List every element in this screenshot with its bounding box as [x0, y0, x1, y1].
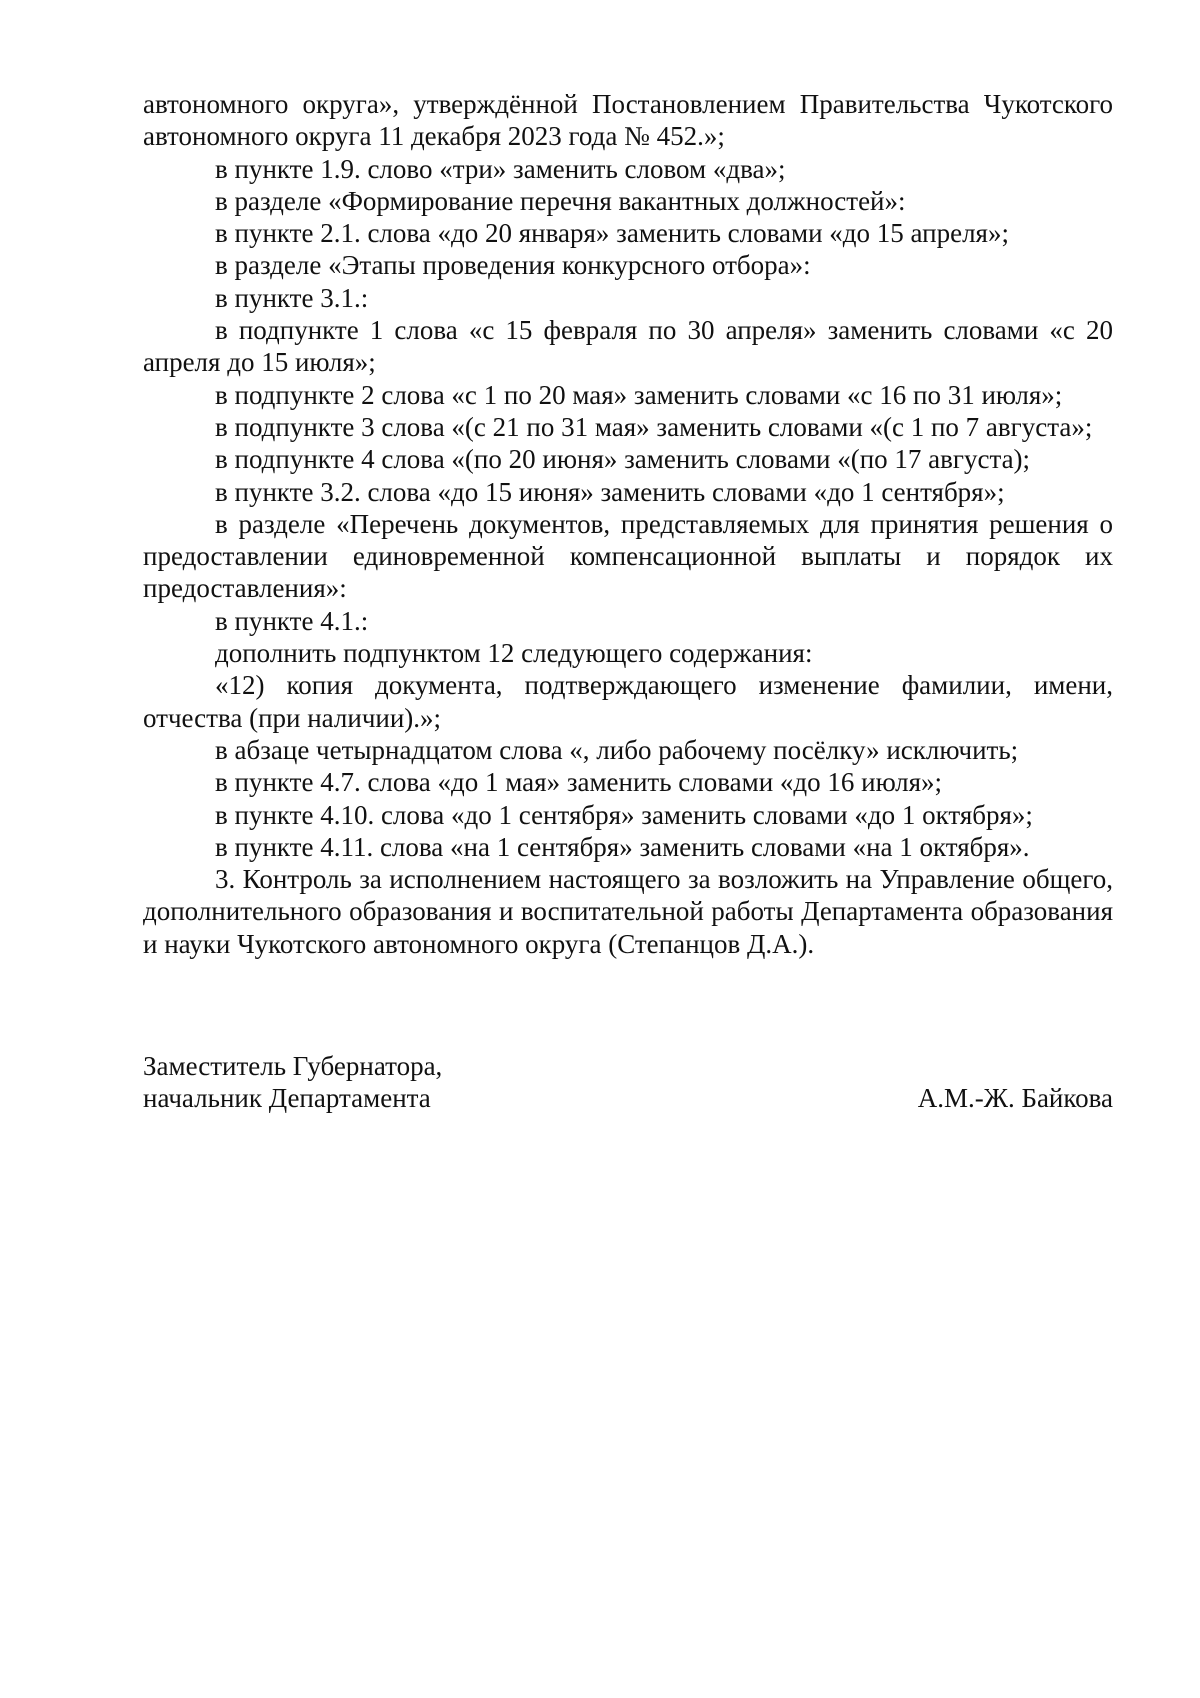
document-body	[143, 88, 1113, 960]
paragraph-continuation: автономного округа», утверждённой Постановлением Правительства Чукотского автономного округа 11 декабря 2023 года № 452.»;	[143, 89, 1113, 152]
paragraph-subitem: в подпункте 3 слова «(с 21 по 31 мая» заменить словами «(с 1 по 7 августа»;	[215, 411, 1093, 442]
paragraph-item: дополнить подпунктом 12 следующего содержания:	[215, 638, 813, 669]
paragraph-item: в пункте 4.11. слова «на 1 сентября» заменить словами «на 1 октября».	[215, 831, 1030, 862]
paragraph-item: в пункте 3.1.:	[215, 282, 369, 313]
signature-block	[143, 1050, 1113, 1115]
paragraph-subitem: в подпункте 4 слова «(по 20 июня» заменить словами «(по 17 августа);	[215, 444, 1031, 475]
signatory-position-line2: начальник Департамента	[143, 1083, 431, 1114]
signatory-position	[143, 1050, 442, 1115]
paragraph-quote: «12) копия документа, подтверждающего изменение фамилии, имени, отчества (при наличии).»;	[143, 670, 1113, 733]
signatory-name: А.М.-Ж. Байкова	[917, 1083, 1113, 1114]
paragraph-item: в пункте 1.9. слово «три» заменить словом «два»;	[215, 153, 786, 184]
paragraph-section: в разделе «Перечень документов, представляемых для принятия решения о предоставлении единовременной компенсационной выплаты и порядок их предоставления»:	[143, 508, 1113, 604]
paragraph-item: в пункте 3.2. слова «до 15 июня» заменить словами «до 1 сентября»;	[215, 476, 1005, 507]
paragraph-item: в пункте 4.1.:	[215, 605, 369, 636]
paragraph-item: в пункте 2.1. слова «до 20 января» заменить словами «до 15 апреля»;	[215, 218, 1009, 249]
paragraph-section: в разделе «Этапы проведения конкурсного отбора»:	[215, 250, 811, 281]
paragraph-subitem: в подпункте 2 слова «с 1 по 20 мая» заменить словами «с 16 по 31 июля»;	[215, 379, 1063, 410]
signatory-position-line1: Заместитель Губернатора,	[143, 1051, 443, 1081]
paragraph-subitem: в подпункте 1 слова «с 15 февраля по 30 апреля» заменить словами «с 20 апреля до 15 июля»;	[143, 315, 1113, 378]
paragraph-item: в абзаце четырнадцатом слова «, либо рабочему посёлку» исключить;	[215, 734, 1019, 765]
paragraph-clause-3: 3. Контроль за исполнением настоящего за возложить на Управление общего, дополнительного образования и воспитательной работы Департамента образования и науки Чукотского автономного округа (Степанцов Д.А.).	[143, 864, 1113, 959]
paragraph-item: в пункте 4.7. слова «до 1 мая» заменить словами «до 16 июля»;	[215, 767, 942, 798]
paragraph-section: в разделе «Формирование перечня вакантных должностей»:	[215, 185, 906, 216]
paragraph-item: в пункте 4.10. слова «до 1 сентября» заменить словами «до 1 октября»;	[215, 799, 1033, 830]
